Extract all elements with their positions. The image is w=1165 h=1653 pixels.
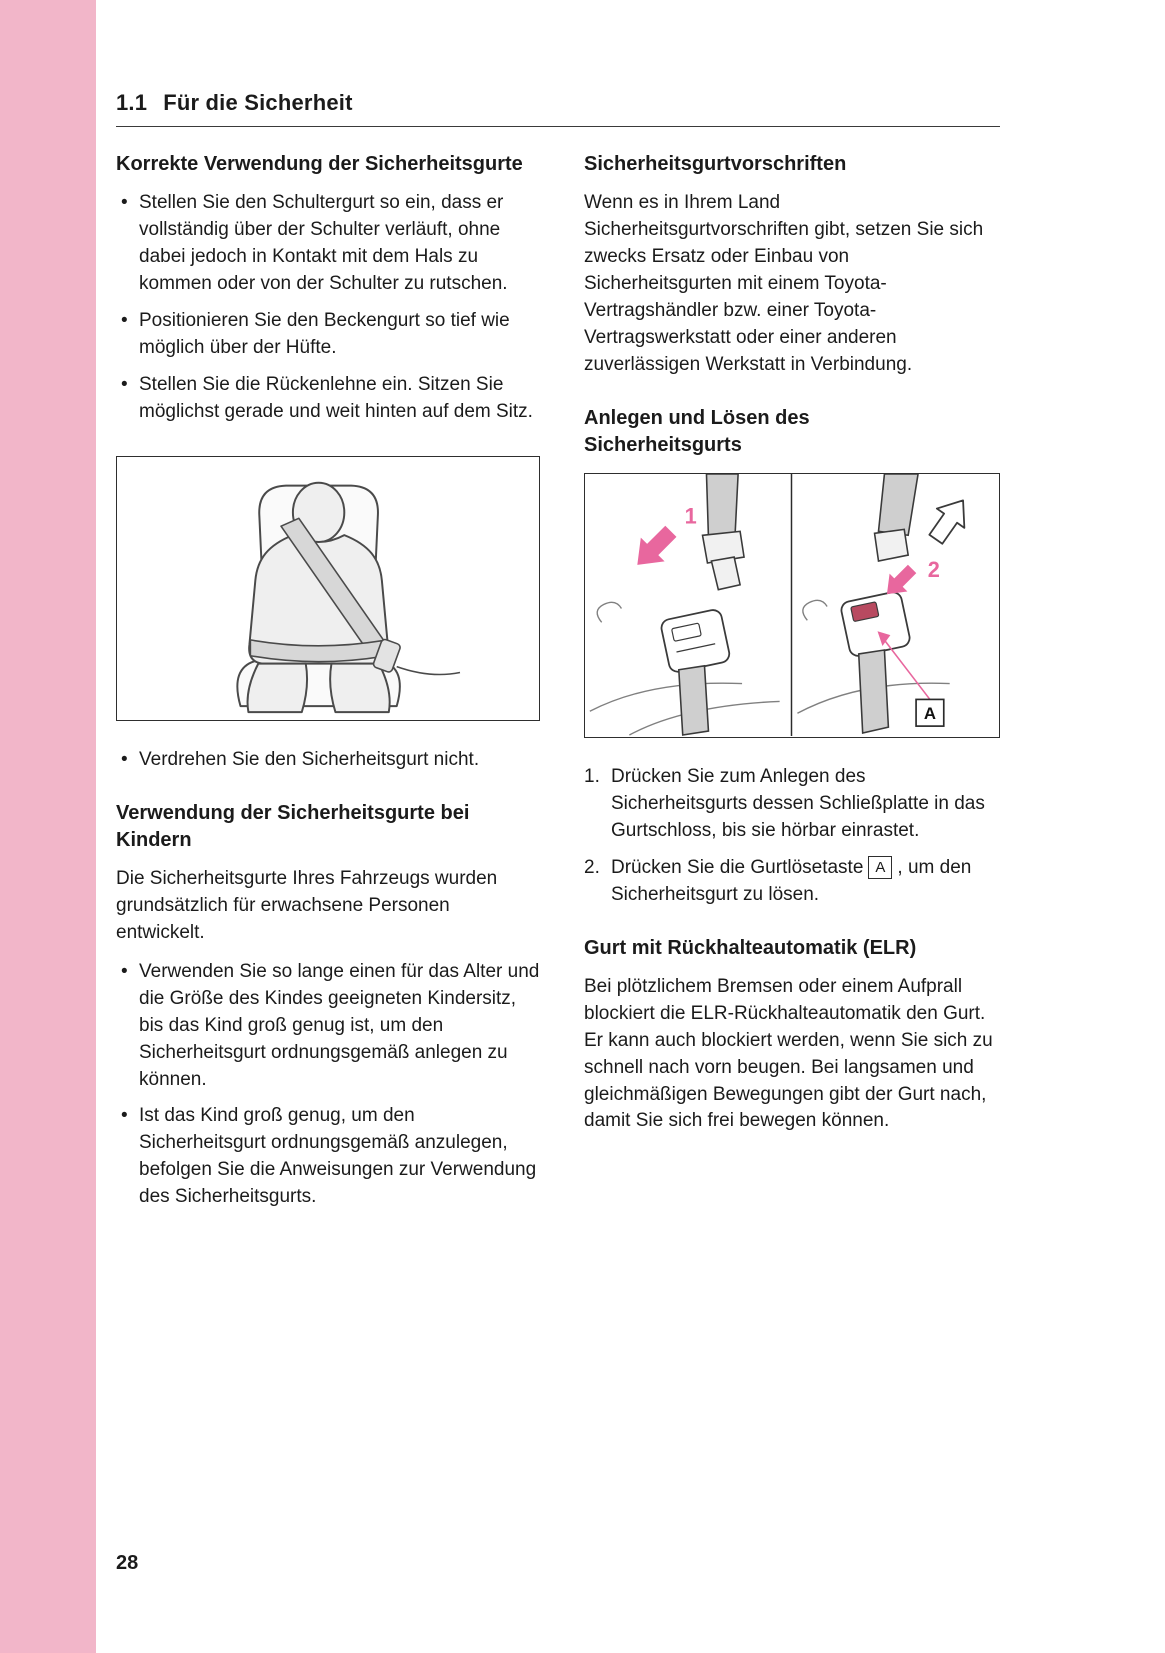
bullet-item: • Positionieren Sie den Beckengurt so tief wie möglich über der Hüfte. xyxy=(116,308,540,362)
pull-arrow-icon xyxy=(922,491,977,549)
tongue-plate xyxy=(875,529,909,561)
heading-kinder: Verwendung der Sicherheitsgurte bei Kindern xyxy=(116,801,470,851)
belt-webbing xyxy=(706,474,738,537)
bullet-item: • Verdrehen Sie den Sicherheitsgurt nicht. xyxy=(116,747,540,774)
panel-insert-belt xyxy=(590,474,780,735)
right-column xyxy=(584,151,1000,1225)
section-number: 1.1 xyxy=(116,90,148,115)
heading-elr: Gurt mit Rückhalteautomatik (ELR) xyxy=(584,936,917,959)
buckle-operation-illustration xyxy=(585,474,998,736)
tongue-tip xyxy=(711,557,740,590)
sidebar-accent-strip xyxy=(0,0,96,1653)
seat-contour-line xyxy=(597,602,621,622)
person-right-leg xyxy=(330,663,390,711)
pointer-line xyxy=(884,640,929,699)
seat-contour-line xyxy=(803,600,827,620)
step-item xyxy=(584,764,1000,845)
figure-label-a: A xyxy=(923,703,936,723)
step-text: Drücken Sie zum Anlegen des Sicherheitsgurts dessen Schließplatte in das Gurtschloss, bis sie hörbar einrastet. xyxy=(611,765,985,841)
person-left-leg xyxy=(248,663,308,711)
buckle-strap xyxy=(859,650,889,733)
seated-person-illustration xyxy=(117,457,538,719)
belt-anchor-strap xyxy=(397,666,460,674)
step-number: 2. xyxy=(584,856,600,878)
belt-webbing xyxy=(879,474,919,535)
insert-arrow-icon xyxy=(625,519,682,576)
bullet-item: • Verwenden Sie so lange einen für das Alter und die Größe des Kindes geeigneten Kindersitz, bis das Kind groß genug ist, um den Sicherheitsgurt ordnungsgemäß anlegen zu können. xyxy=(116,959,540,1094)
page-number: 28 xyxy=(116,1552,139,1574)
manual-page-content xyxy=(116,0,1000,1225)
left-column xyxy=(116,151,540,1225)
buckle-strap xyxy=(679,666,709,735)
header-rule xyxy=(116,126,1000,127)
heading-anlegen-loesen: Anlegen und Lösen des Sicherheitsgurts xyxy=(584,406,810,456)
bullet-list-kinder xyxy=(116,959,540,1212)
heading-korrekte-verwendung: Korrekte Verwendung der Sicherheitsgurte xyxy=(116,153,523,175)
bullet-item: • Stellen Sie die Rückenlehne ein. Sitzen Sie möglichst gerade und weit hinten auf dem Sitz. xyxy=(116,372,540,426)
panel-release-belt xyxy=(797,474,976,733)
numbered-steps xyxy=(584,764,1000,909)
two-column-layout xyxy=(116,151,1000,1225)
figure-label-2: 2 xyxy=(927,556,940,582)
buckle-body xyxy=(660,608,731,673)
bullet-item: • Ist das Kind groß genug, um den Sicherheitsgurt ordnungsgemäß anzulegen, befolgen Sie die Anweisungen zur Verwendung des Sicherheitsgurts. xyxy=(116,1103,540,1211)
paragraph-kinder-intro: Die Sicherheitsgurte Ihres Fahrzeugs wurden grundsätzlich für erwachsene Personen entwickelt. xyxy=(116,867,498,943)
step-number: 1. xyxy=(584,765,600,787)
page-header xyxy=(116,0,1000,127)
figure-seatbelt-wearing xyxy=(116,456,540,721)
bullet-list-no-twist xyxy=(116,747,540,774)
paragraph-elr: Bei plötzlichem Bremsen oder einem Aufprall blockiert die ELR-Rückhalteautomatik den Gurt. Er kann auch blockiert werden, wenn Sie sich zu schnell nach vorn beugen. Bei langsamen und gleichmäßigen Bewegungen gibt der Gurt nach, damit Sie sich frei bewegen können. xyxy=(584,975,993,1132)
button-a-badge: A xyxy=(868,856,892,879)
paragraph-vorschriften: Wenn es in Ihrem Land Sicherheitsgurtvorschriften gibt, setzen Sie sich zwecks Ersatz oder Einbau von Sicherheitsgurten mit einem Toyota-Vertragshändler bzw. einer Toyota-Vertragswerkstatt oder einer anderen zuverlässigen Werkstatt in Verbindung. xyxy=(584,192,984,375)
step-item xyxy=(584,855,1000,909)
bullet-list-correct-use xyxy=(116,190,540,426)
figure-label-1: 1 xyxy=(684,503,697,529)
page-title xyxy=(116,90,1000,116)
step-text: Drücken Sie die Gurtlösetaste xyxy=(611,856,864,878)
buckle-body xyxy=(840,590,911,657)
step-text: , um den Sicherheitsgurt zu lösen. xyxy=(611,856,972,905)
section-title: Für die Sicherheit xyxy=(163,90,353,115)
bullet-item: • Stellen Sie den Schultergurt so ein, dass er vollständig über der Schulter verläuft, ohne dabei jedoch in Kontakt mit dem Hals zu kommen oder von der Schulter zu rutschen. xyxy=(116,190,540,298)
figure-buckle-operation xyxy=(584,473,1000,738)
heading-vorschriften: Sicherheitsgurtvorschriften xyxy=(584,153,847,175)
